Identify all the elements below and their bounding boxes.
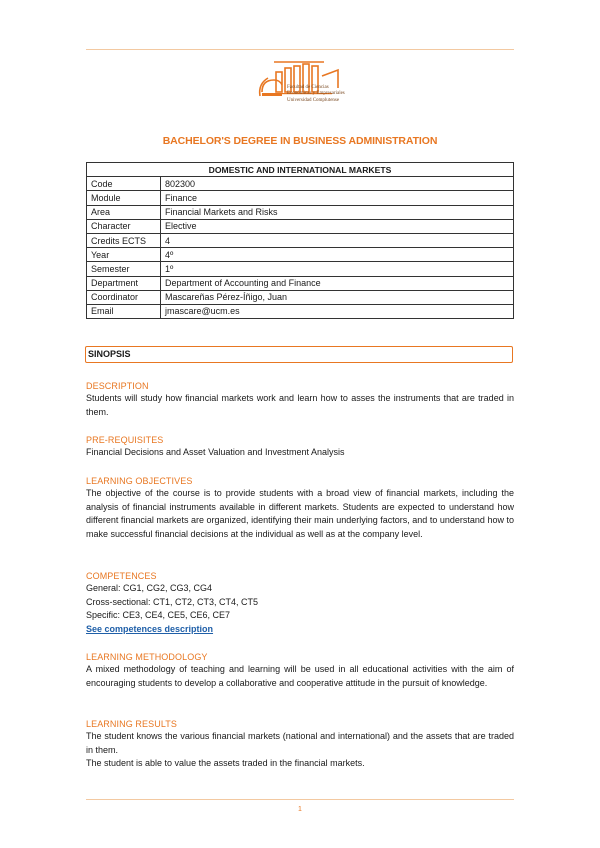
table-row xyxy=(87,262,514,276)
learning-methodology-section xyxy=(86,651,514,690)
row-value: 4 xyxy=(161,233,514,247)
sinopsis-box xyxy=(85,346,513,363)
logo-line: Universidad Complutense xyxy=(287,97,340,103)
row-label: Area xyxy=(87,205,161,219)
row-label: Coordinator xyxy=(87,290,161,304)
table-row xyxy=(87,205,514,219)
section-text: A mixed methodology of teaching and learning will be used in all educational activities with the aim of encouraging students to develop a collaborative and cooperative attitude in the pursuit of knowledge. xyxy=(86,664,514,688)
table-title-row xyxy=(87,163,514,177)
row-label: Character xyxy=(87,219,161,233)
section-heading: LEARNING OBJECTIVES xyxy=(86,476,193,486)
row-value: Mascareñas Pérez-Íñigo, Juan xyxy=(161,290,514,304)
table-row xyxy=(87,290,514,304)
table-row xyxy=(87,219,514,233)
section-heading: COMPETENCES xyxy=(86,571,157,581)
logo-line: Económicas y Empresariales xyxy=(287,91,345,97)
course-info-table xyxy=(86,162,514,319)
row-label: Semester xyxy=(87,262,161,276)
table-row xyxy=(87,248,514,262)
section-heading: LEARNING METHODOLOGY xyxy=(86,652,208,662)
row-value: Elective xyxy=(161,219,514,233)
row-value: 4º xyxy=(161,248,514,262)
learning-objectives-section xyxy=(86,475,514,542)
row-label: Year xyxy=(87,248,161,262)
header-rule xyxy=(86,49,514,50)
logo-line: Facultad de Ciencias xyxy=(287,85,329,90)
row-value: 802300 xyxy=(161,177,514,191)
degree-title: BACHELOR'S DEGREE IN BUSINESS ADMINISTRATION xyxy=(162,135,438,147)
row-label: Credits ECTS xyxy=(87,233,161,247)
section-heading: LEARNING RESULTS xyxy=(86,719,177,729)
section-text: The objective of the course is to provide students with a broad view of financial markets, including the analysis of financial instruments available in different markets. Students are expected to understand how different financial markets are organized, identifying their main underlying factors, and to understand how to make successful financial decisions at the individual as well as at the company level. xyxy=(86,488,514,540)
row-label: Department xyxy=(87,276,161,290)
table-row xyxy=(87,177,514,191)
row-value: Finance xyxy=(161,191,514,205)
prerequisites-section xyxy=(86,434,514,460)
competences-specific: Specific: CE3, CE4, CE5, CE6, CE7 xyxy=(86,610,231,621)
row-value: Department of Accounting and Finance xyxy=(161,276,514,290)
section-text: Financial Decisions and Asset Valuation and Investment Analysis xyxy=(86,447,345,457)
description-section xyxy=(86,380,514,419)
table-row xyxy=(87,276,514,290)
row-label: Module xyxy=(87,191,161,205)
row-value: Financial Markets and Risks xyxy=(161,205,514,219)
section-heading: DESCRIPTION xyxy=(86,381,149,391)
competences-section xyxy=(86,570,514,637)
competences-general: General: CG1, CG2, CG3, CG4 xyxy=(86,583,213,593)
section-text: Students will study how financial markets work and learn how to asses the instruments that are traded in them. xyxy=(86,393,514,417)
section-heading: PRE-REQUISITES xyxy=(86,435,164,445)
learning-results-section xyxy=(86,718,514,771)
row-label: Email xyxy=(87,304,161,318)
table-row xyxy=(87,233,514,247)
sinopsis-label: SINOPSIS xyxy=(88,349,131,359)
page-number: 1 xyxy=(298,806,302,813)
logo-caption xyxy=(287,85,357,104)
row-value: 1º xyxy=(161,262,514,276)
table-row xyxy=(87,191,514,205)
table-row xyxy=(87,304,514,318)
footer-rule xyxy=(86,799,514,800)
row-value: jmascare@ucm.es xyxy=(161,304,514,318)
section-text: The student knows the various financial markets (national and international) and the assets that are traded in them. xyxy=(86,731,514,755)
section-text: The student is able to value the assets traded in the financial markets. xyxy=(86,758,365,769)
row-label: Code xyxy=(87,177,161,191)
competences-cross-sectional: Cross-sectional: CT1, CT2, CT3, CT4, CT5 xyxy=(86,596,259,607)
competences-link[interactable]: See competences description xyxy=(86,624,214,635)
course-title: DOMESTIC AND INTERNATIONAL MARKETS xyxy=(87,163,514,177)
